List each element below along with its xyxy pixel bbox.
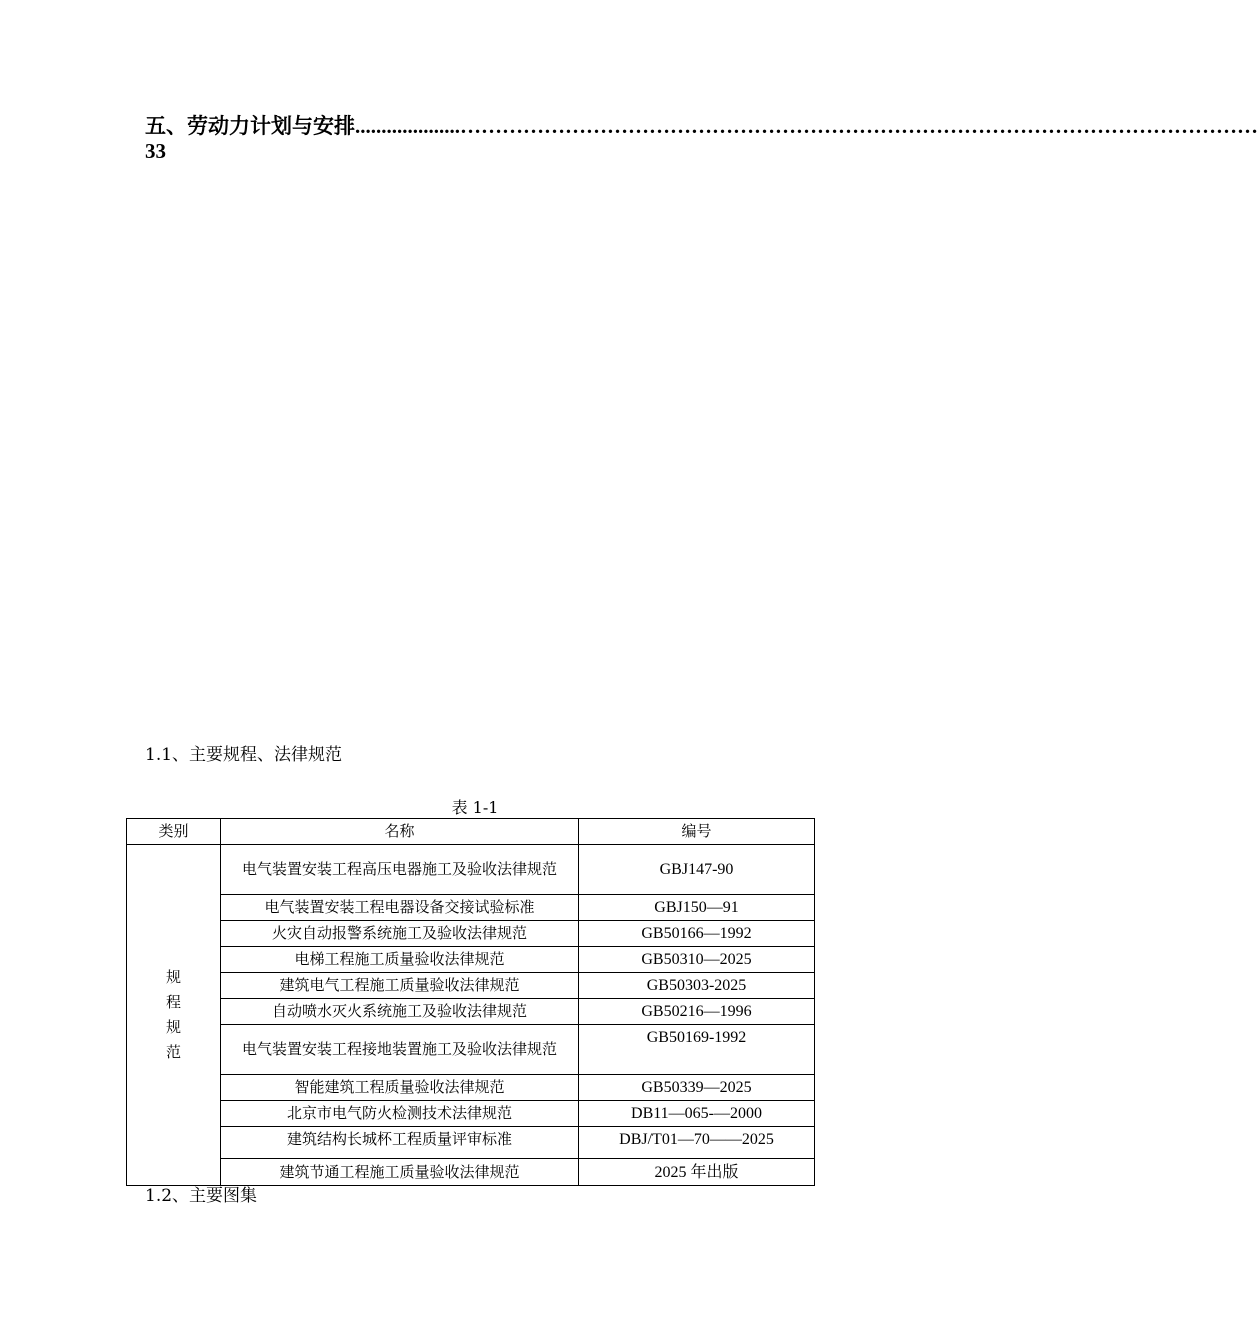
table-row [127,845,815,895]
standard-name: 智能建筑工程质量验收法律规范 [221,1075,579,1101]
table-row [127,895,815,921]
table-header-row [127,819,815,845]
standard-name: 火灾自动报警系统施工及验收法律规范 [221,921,579,947]
toc-entry-title: 五、劳动力计划与安排 [145,114,355,138]
standard-code: GBJ150—91 [579,895,815,921]
standard-name: 电梯工程施工质量验收法律规范 [221,947,579,973]
table-row [127,1127,815,1159]
standard-code: DB11—065-—2000 [579,1101,815,1127]
standard-code: GBJ147-90 [579,845,815,895]
category-char: 规 [165,968,181,986]
table-row [127,1025,815,1075]
table-caption: 表 1-1 [451,798,499,817]
toc-leader-dots: ....................…………………………………………………………………………………………………… [355,114,1258,138]
category-char: 范 [165,1043,181,1061]
table-row [127,1075,815,1101]
standard-code: GB50169-1992 [579,1025,815,1075]
table-row [127,999,815,1025]
standard-name: 电气装置安装工程电器设备交接试验标准 [221,895,579,921]
table-row [127,947,815,973]
standard-code: 2025 年出版 [579,1159,815,1186]
toc-entry [145,114,1258,138]
standard-code: GB50310—2025 [579,947,815,973]
standard-name: 建筑节通工程施工质量验收法律规范 [221,1159,579,1186]
section-heading-1-2: 1.2、主要图集 [145,1186,258,1206]
table-row [127,921,815,947]
standard-code: GB50166—1992 [579,921,815,947]
standard-code: DBJ/T01—70——2025 [579,1127,815,1159]
table-row [127,973,815,999]
standard-name: 北京市电气防火检测技术法律规范 [221,1101,579,1127]
section-heading-1-1: 1.1、主要规程、法律规范 [145,745,343,765]
category-char: 规 [165,1018,181,1036]
category-char: 程 [165,993,181,1011]
standard-name: 建筑结构长城杯工程质量评审标准 [221,1127,579,1159]
category-cell [127,845,221,1186]
standard-name: 自动喷水灭火系统施工及验收法律规范 [221,999,579,1025]
standard-name: 建筑电气工程施工质量验收法律规范 [221,973,579,999]
header-code: 编号 [579,819,815,845]
standards-table [126,818,815,1186]
table-row [127,1159,815,1186]
standard-code: GB50303-2025 [579,973,815,999]
header-category: 类别 [127,819,221,845]
table-row [127,1101,815,1127]
standard-name: 电气装置安装工程高压电器施工及验收法律规范 [221,845,579,895]
standard-code: GB50339—2025 [579,1075,815,1101]
standard-code: GB50216—1996 [579,999,815,1025]
header-name: 名称 [221,819,579,845]
standard-name: 电气装置安装工程接地装置施工及验收法律规范 [221,1025,579,1075]
toc-page-number: 33 [145,139,166,163]
